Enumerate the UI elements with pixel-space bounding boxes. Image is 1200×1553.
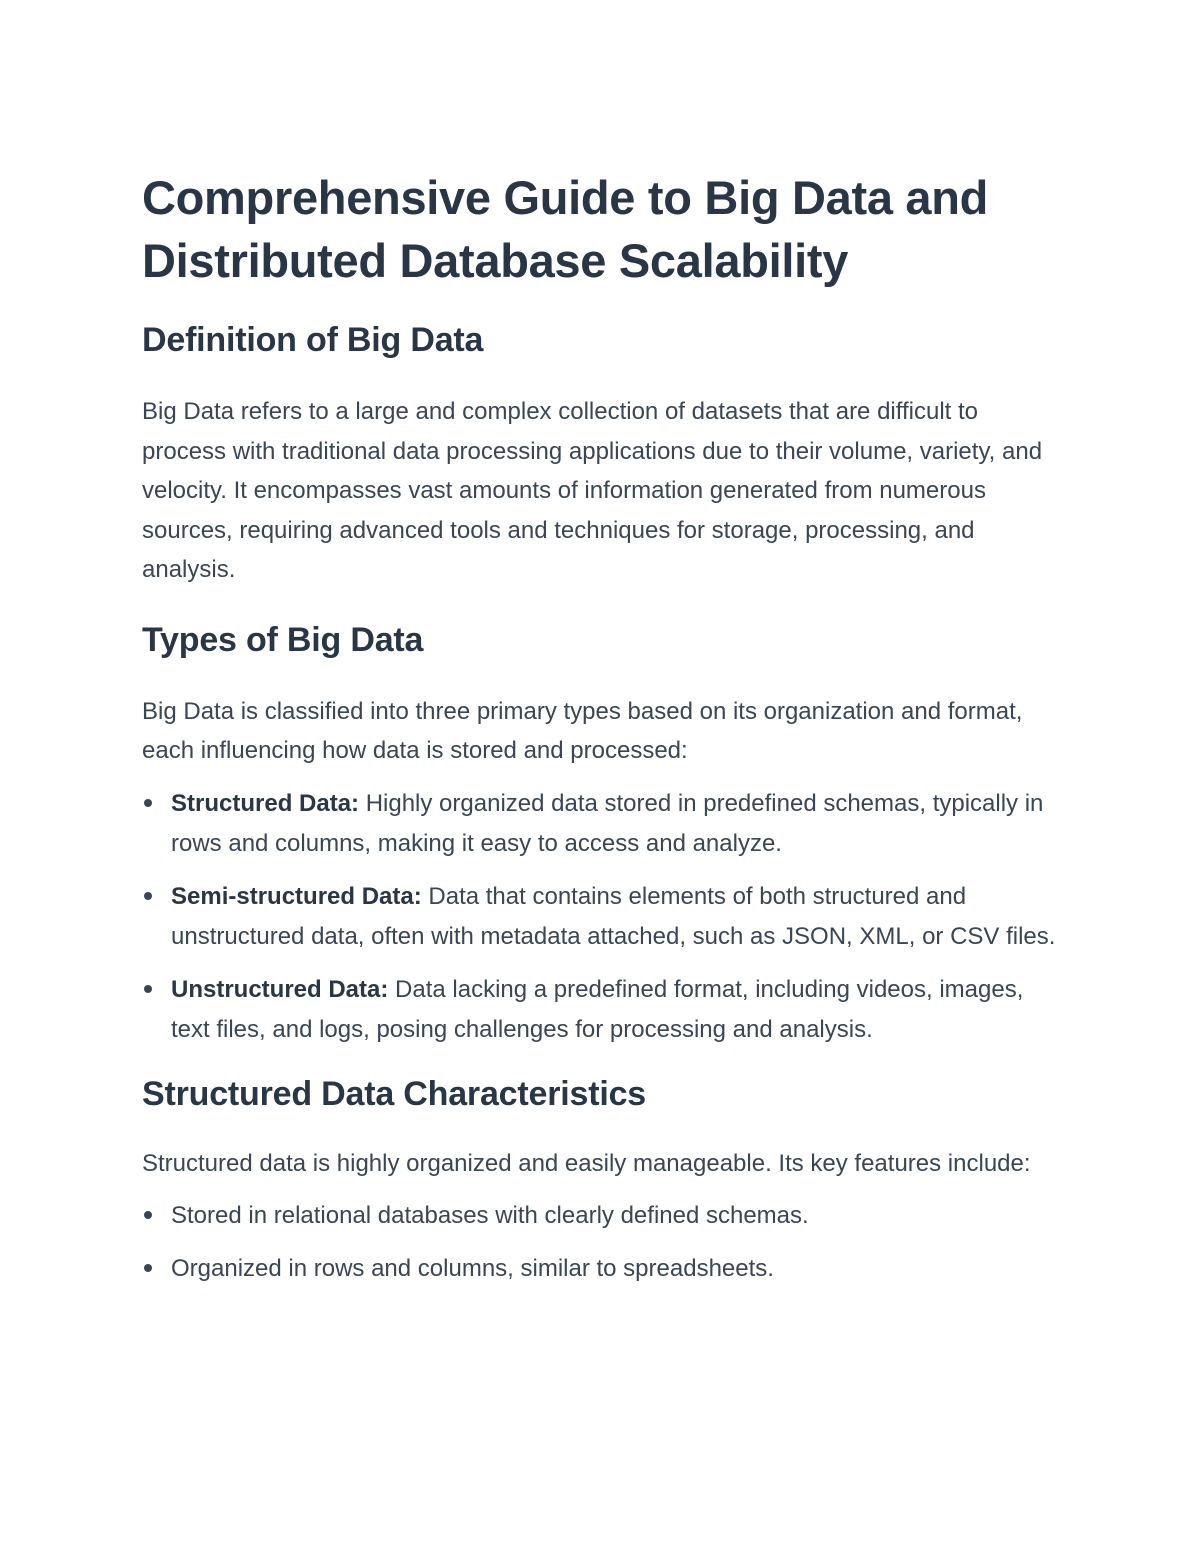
bullet-icon <box>144 892 152 900</box>
section-heading-definition: Definition of Big Data <box>142 321 484 359</box>
bullet-icon <box>144 1264 152 1272</box>
paragraph-types: Big Data is classified into three primary types based on its organization and format, each influencing how data is stored and processed: <box>142 697 1023 764</box>
section-heading-types: Types of Big Data <box>142 620 424 659</box>
types-list <box>142 784 1062 1050</box>
bullet-icon <box>144 799 152 807</box>
list-item-text: Organized in rows and columns, similar to spreadsheets. <box>171 1255 774 1282</box>
list-item-text: Data that contains elements of both structured and unstructured data, often with metadata attached, such as JSON, XML, or CSV files. <box>171 882 1056 950</box>
bullet-icon <box>144 985 152 993</box>
document-page <box>142 166 1062 1289</box>
document-title: Comprehensive Guide to Big Data and Distributed Database Scalability <box>142 171 989 287</box>
list-item <box>142 970 1062 1050</box>
list-item <box>142 784 1062 864</box>
list-item-term: Unstructured Data: <box>171 975 389 1003</box>
list-item-text: Data lacking a predefined format, including videos, images, text files, and logs, posing challenges for processing and analysis. <box>171 975 1024 1043</box>
list-item <box>142 877 1062 957</box>
list-item-term: Structured Data: <box>171 789 360 817</box>
list-item <box>142 1249 1062 1289</box>
paragraph-definition: Big Data refers to a large and complex collection of datasets that are difficult to process with traditional data processing applications due to their volume, variety, and velocity. It encompasses vast amounts of information generated from numerous sources, requiring advanced tools and techniques for storage, processing, and analysis. <box>142 398 1043 583</box>
list-item-text: Highly organized data stored in predefined schemas, typically in rows and columns, making it easy to access and analyze. <box>171 789 1044 857</box>
list-item <box>142 1196 1062 1236</box>
paragraph-structured: Structured data is highly organized and easily manageable. Its key features include: <box>142 1149 1031 1177</box>
bullet-icon <box>144 1211 152 1219</box>
list-item-text: Stored in relational databases with clearly defined schemas. <box>171 1202 809 1229</box>
list-item-term: Semi-structured Data: <box>171 882 422 910</box>
structured-list <box>142 1196 1062 1289</box>
section-heading-structured: Structured Data Characteristics <box>142 1074 646 1113</box>
